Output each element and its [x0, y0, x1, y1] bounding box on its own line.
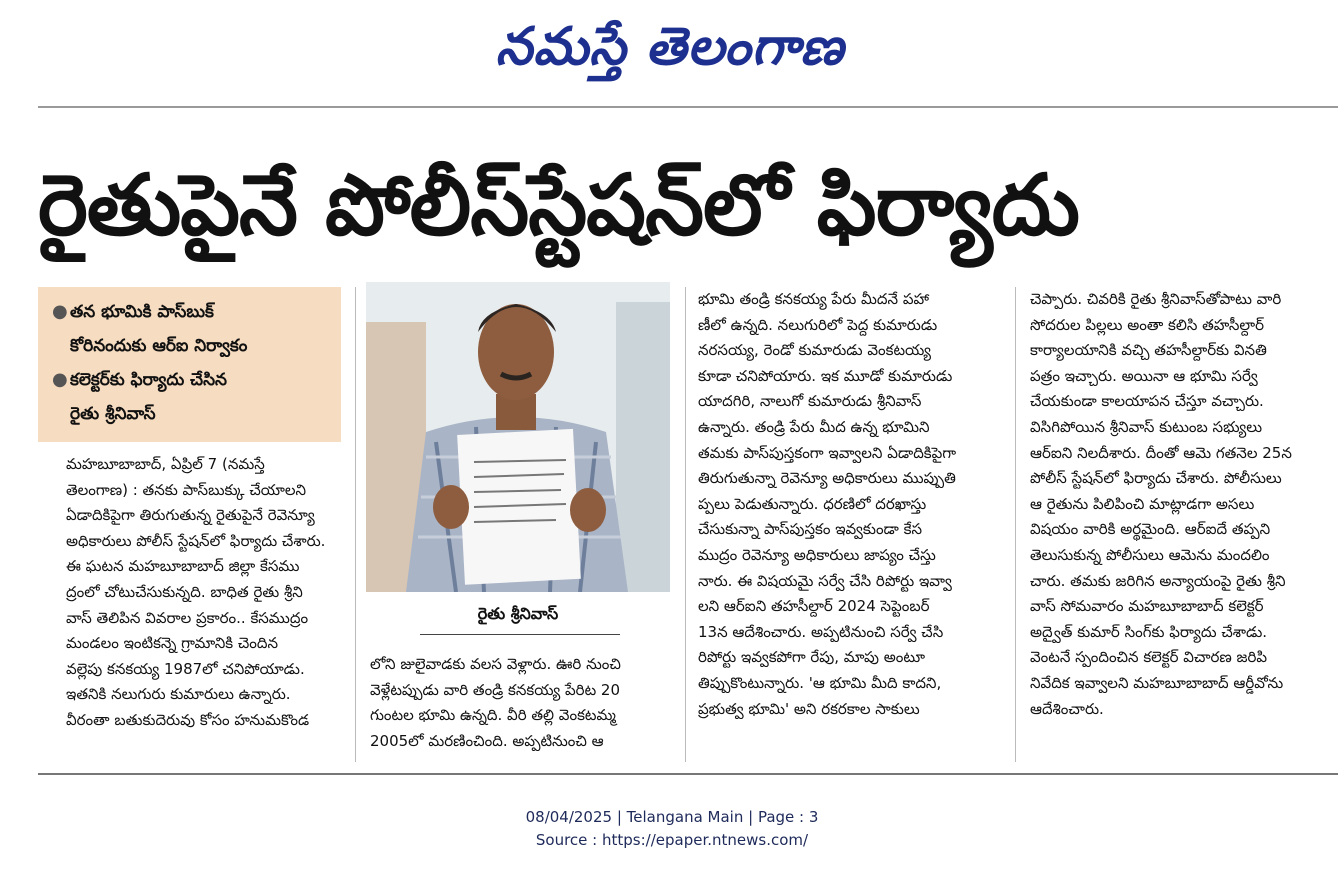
article-column-4 [1030, 287, 1338, 722]
text-line: గుంటల భూమి ఉన్నది. వీరి తల్లి వెంకటమ్మ [370, 706, 616, 725]
farmer-photo [366, 282, 670, 592]
text-line: వెళ్లేటప్పుడు వారి తండ్రి కనకయ్య పేరిట 20 [370, 680, 621, 699]
text-line: ఈ ఘటన మహబూబాబాద్ జిల్లా కేసము [66, 557, 300, 576]
footer-edition-info: 08/04/2025 | Telangana Main | Page : 3 [525, 808, 819, 826]
text-line: తిప్పుకొంటున్నారు. 'ఆ భూమి మీది కాదని, [698, 673, 942, 692]
text-line: విసిగిపోయిన శ్రీనివాస్ కుటుంబ సభ్యులు [1030, 417, 1263, 436]
text-line: పోలీస్ స్టేషన్‌లో ఫిర్యాదు చేశారు. పోలీసులు [1030, 469, 1282, 488]
column-divider [685, 287, 686, 762]
photo-caption: రైతు శ్రీనివాస్ [477, 604, 559, 623]
text-line: విషయం వారికి అర్థమైంది. ఆర్‌ఐదే తప్పని [1030, 520, 1271, 539]
text-line: లని ఆర్‌ఐని తహసీల్దార్ 2024 సెప్టెంబర్ [698, 597, 930, 616]
text-line: ణీలో ఉన్నది. నలుగురిలో పెద్ద కుమారుడు [698, 315, 938, 334]
text-line: నారు. ఈ విషయమై సర్వే చేసి రిపోర్టు ఇవ్వా [698, 571, 952, 590]
text-line: వాస్ తెలిపిన వివరాల ప్రకారం.. కేసముద్రం [66, 608, 309, 627]
text-line: భూమి తండ్రి కనకయ్య పేరు మీదనే పహా [698, 290, 929, 308]
text-line: పత్రం ఇచ్చారు. అయినా ఆ భూమి సర్వే [1030, 366, 1258, 385]
article-column-1 [66, 452, 341, 734]
farmer-photo-illustration [366, 282, 670, 592]
footer-source-link[interactable]: Source : https://epaper.ntnews.com/ [535, 831, 809, 849]
text-line: ఉన్నారు. తండ్రి పేరు మీద ఉన్న భూమిని [698, 417, 930, 436]
text-line: లోని జులైవాడకు వలస వెళ్లారు. ఊరి నుంచి [370, 655, 621, 673]
column-divider [1015, 287, 1016, 762]
text-line: తమకు పాస్‌పుస్తకంగా ఇవ్వాలని ఏడాదికిపైగా [698, 443, 957, 462]
article-bottom-rule [38, 773, 1338, 775]
masthead-divider [38, 106, 1338, 108]
text-line: చేయకుండా కాలయాపన చేస్తూ వచ్చారు. [1030, 392, 1264, 411]
text-line: తిరుగుతున్నా రెవెన్యూ అధికారులు ముప్పుతి [698, 469, 956, 488]
bullet-icon: ● [52, 301, 68, 322]
text-line: యాదగిరి, నాలుగో కుమారుడు శ్రీనివాస్ [698, 392, 922, 411]
highlights-box [38, 287, 341, 442]
text-line: 2005లో మరణించింది. అప్పటినుంచి ఆ [370, 731, 604, 750]
page-footer [0, 806, 1344, 852]
text-line: నరసయ్య, రెండో కుమారుడు వెంకటయ్య [698, 341, 932, 360]
text-line: కూడా చనిపోయారు. ఇక మూడో కుమారుడు [698, 366, 953, 385]
highlight-line: రైతు శ్రీనివాస్ [70, 404, 156, 424]
text-line: అధికారులు పోలీస్ స్టేషన్‌లో ఫిర్యాదు చేశారు. [66, 531, 326, 550]
caption-underline [420, 634, 620, 635]
text-line: మహబూబాబాద్, ఏప్రిల్ 7 (నమస్తే [66, 455, 265, 473]
text-line: కార్యాలయానికి వచ్చి తహసీల్దార్‌కు వినతి [1030, 341, 1267, 360]
text-line: తెలంగాణ) : తనకు పాస్‌బుక్కు చేయాలని [66, 480, 306, 499]
text-line: చారు. తమకు జరిగిన అన్యాయంపై రైతు శ్రీని [1030, 571, 1286, 590]
text-line: ఆ రైతును పిలిపించి మాట్లాడగా అసలు [1030, 494, 1255, 513]
text-line: ఆర్‌ఐని నిలదీశారు. దీంతో ఆమె గతనెల 25న [1030, 443, 1292, 462]
masthead [0, 0, 1344, 100]
text-line: వల్లెపు కనకయ్య 1987లో చనిపోయాడు. [66, 659, 305, 678]
newspaper-logo: నమస్తే తెలంగాణ [495, 17, 845, 77]
text-line: ప్పలు పెడుతున్నారు. ధరణిలో దరఖాస్తు [698, 494, 927, 513]
text-line: రిపోర్టు ఇవ్వకపోగా రేపు, మాపు అంటూ [698, 648, 925, 667]
text-line: చేసుకున్నా పాస్‌పుస్తకం ఇవ్వకుండా కేస [698, 520, 922, 539]
highlight-line: ● తన భూమికి పాస్‌బుక్ [52, 295, 331, 329]
text-line: ఇతనికి నలుగురు కుమారులు ఉన్నారు. [66, 685, 291, 704]
text-line: ఆదేశించారు. [1030, 699, 1104, 718]
text-line: వాస్ సోమవారం మహబూబాబాద్ కలెక్టర్ [1030, 597, 1264, 616]
text-line: ముద్రం రెవెన్యూ అధికారులు జాప్యం చేస్తు [698, 545, 936, 564]
text-line: తెలుసుకున్న పోలీసులు ఆమెను మందలిం [1030, 545, 1270, 564]
text-line: 13న ఆదేశించారు. అప్పటినుంచి సర్వే చేసి [698, 622, 944, 641]
text-line: వెంటనే స్పందించిన కలెక్టర్ విచారణ జరిపి [1030, 648, 1268, 667]
article-column-2 [370, 652, 670, 754]
text-line: మండలం ఇంటికన్నె గ్రామానికి చెందిన [66, 634, 278, 653]
text-line: వీరంతా బతుకుదెరువు కోసం హనుమకొండ [66, 710, 310, 729]
text-line: సోదరుల పిల్లలు అంతా కలిసి తహసీల్దార్ [1030, 315, 1264, 334]
text-line: చెప్పారు. చివరికి రైతు శ్రీనివాస్‌తోపాటు వారి [1030, 290, 1282, 308]
bullet-icon: ● [52, 369, 68, 390]
article-column-3 [698, 287, 1000, 722]
text-line: నివేదిక ఇవ్వాలని మహబూబాబాద్ ఆర్డీవోను [1030, 673, 1284, 692]
highlight-line: ● కలెక్టర్‌కు ఫిర్యాదు చేసిన [52, 363, 331, 397]
text-line: ఏడాదికిపైగా తిరుగుతున్న రైతుపైనే రెవెన్యూ [66, 506, 315, 525]
text-line: అద్వైత్ కుమార్ సింగ్‌కు ఫిర్యాదు చేశాడు. [1030, 622, 1268, 641]
highlight-line: కోరినందుకు ఆర్‌ఐ నిర్వాకం [70, 336, 248, 356]
text-line: ప్రభుత్వ భూమి' అని రకరకాల సాకులు [698, 699, 920, 718]
text-line: ద్రంలో చోటుచేసుకున్నది. బాధిత రైతు శ్రీని [66, 582, 303, 601]
article-headline: రైతుపైనే పోలీస్‌స్టేషన్‌లో ఫిర్యాదు [38, 156, 1079, 254]
column-divider [355, 287, 356, 762]
